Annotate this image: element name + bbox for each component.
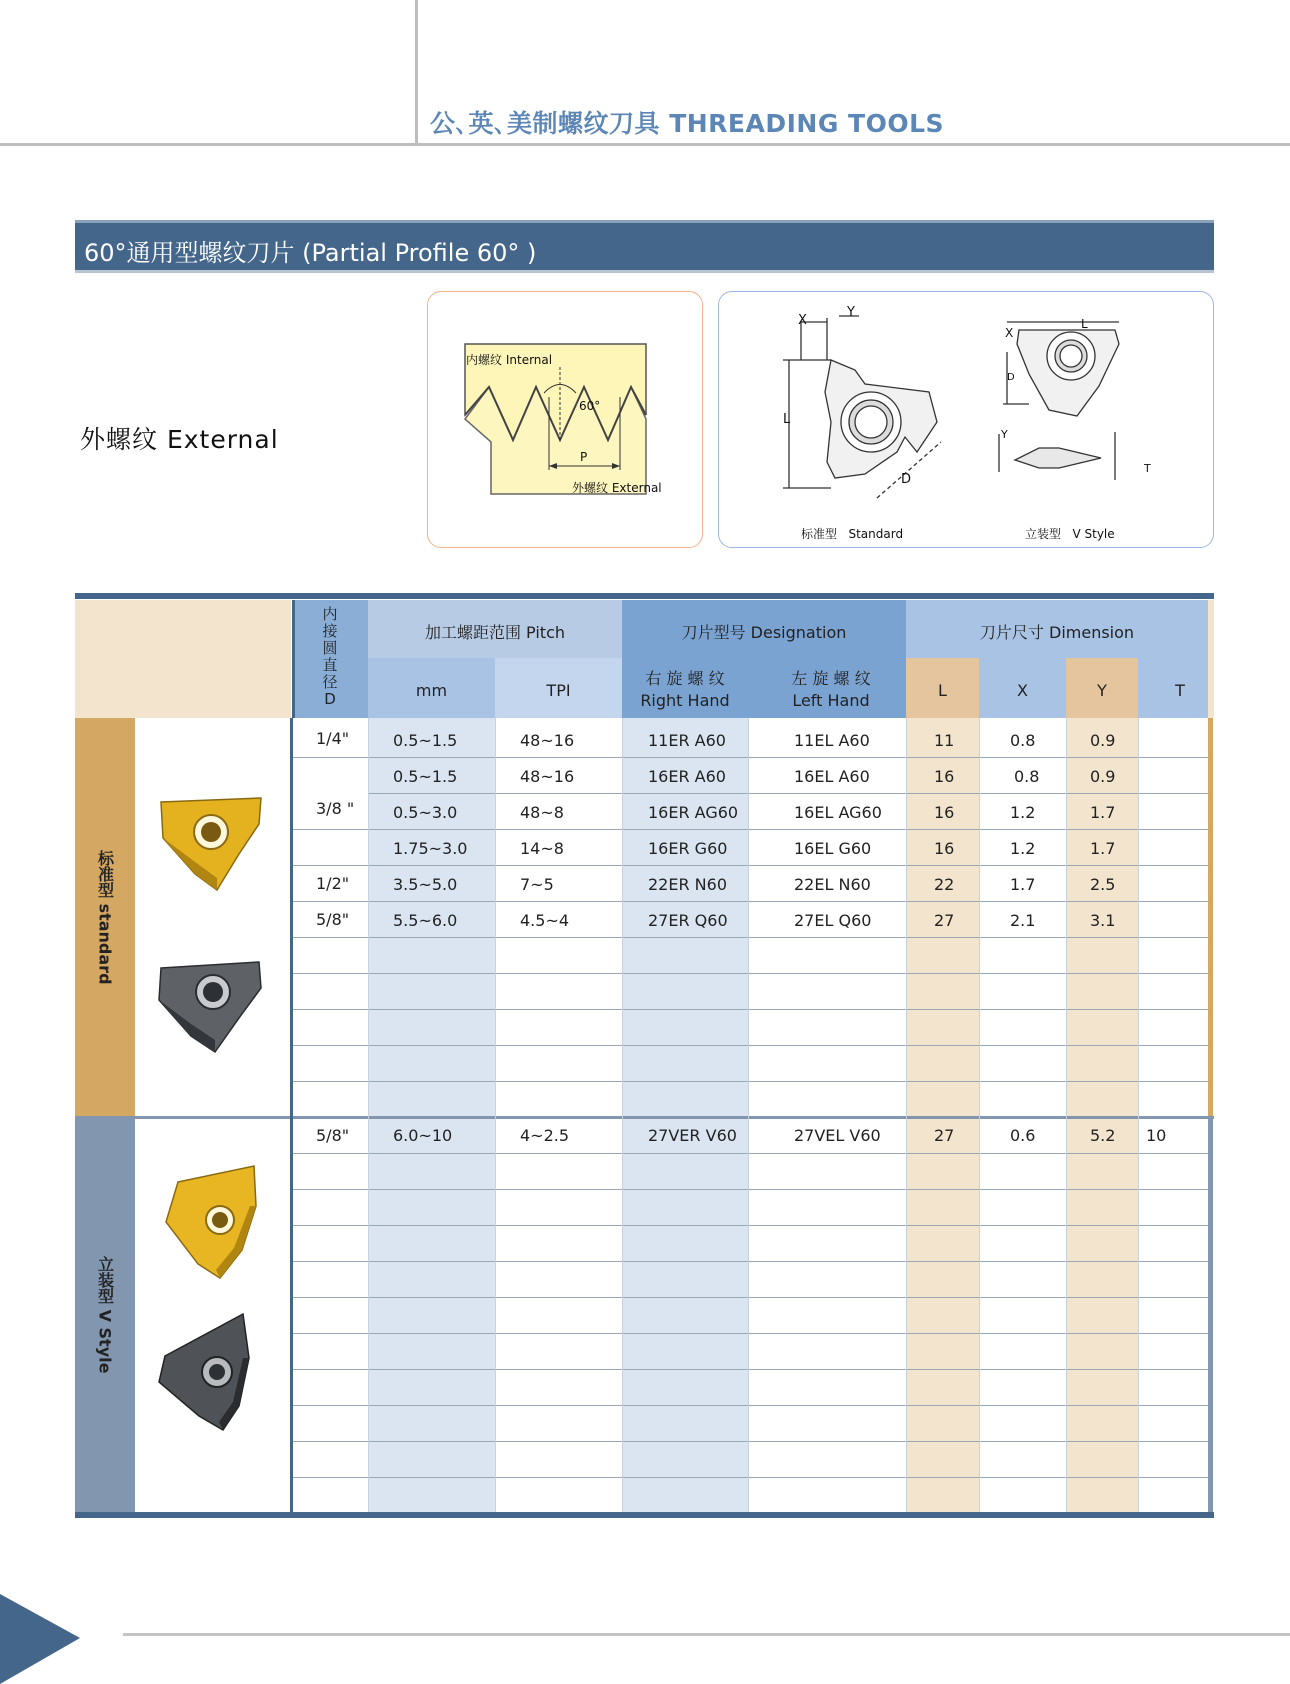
column-divider [979, 718, 980, 1512]
header-edge [1208, 600, 1214, 718]
column-divider [906, 718, 907, 1512]
header-divider-horizontal [0, 143, 1290, 146]
row7-y: 5.2 [1090, 1126, 1116, 1145]
row2-l: 16 [934, 767, 955, 786]
row7-d: 5/8" [316, 1126, 350, 1145]
row-divider [293, 1225, 1208, 1226]
row1-x: 0.8 [1010, 731, 1036, 750]
v-dim-l-label: L [1081, 317, 1088, 331]
row6-lh: 27EL Q60 [794, 911, 872, 930]
row7-tpi: 4~2.5 [520, 1126, 570, 1145]
row1-y: 0.9 [1090, 731, 1116, 750]
header-mm: mm [415, 681, 448, 700]
row-divider [293, 1405, 1208, 1406]
row-divider [293, 901, 1208, 902]
row1-lh: 11EL A60 [794, 731, 870, 750]
row1-tpi: 48~16 [520, 731, 575, 750]
row4-y: 1.7 [1090, 839, 1116, 858]
row3-tpi: 48~8 [520, 803, 564, 822]
thread-profile-illustration [428, 292, 704, 549]
header-diameter: 内接圆直径D [322, 605, 338, 708]
row7-mm: 6.0~10 [393, 1126, 453, 1145]
row7-t: 10 [1146, 1126, 1167, 1145]
column-divider [495, 718, 496, 1512]
row4-l: 16 [934, 839, 955, 858]
row7-l: 27 [934, 1126, 955, 1145]
row5-mm: 3.5~5.0 [393, 875, 458, 894]
table-left-rule [290, 718, 293, 1512]
row-divider [293, 1441, 1208, 1442]
l-column-bg [906, 718, 979, 1512]
row5-y: 2.5 [1090, 875, 1116, 894]
header-y: Y [1097, 681, 1107, 700]
header-designation: 刀片型号 Designation [681, 623, 847, 642]
header-pitch: 加工螺距范围 Pitch [424, 623, 566, 642]
header-dimension: 刀片尺寸 Dimension [979, 623, 1135, 642]
row5-x: 1.7 [1010, 875, 1036, 894]
row-divider [293, 1297, 1208, 1298]
header-t: T [1175, 681, 1185, 700]
row-divider [293, 1045, 1208, 1046]
row1-mm: 0.5~1.5 [393, 731, 458, 750]
row3-d: 3/8 " [316, 799, 355, 818]
row6-mm: 5.5~6.0 [393, 911, 458, 930]
insert-dimension-illustration [719, 292, 1215, 549]
row2-y: 0.9 [1090, 767, 1116, 786]
row4-lh: 16EL G60 [794, 839, 872, 858]
row6-d: 5/8" [316, 910, 350, 929]
row3-x: 1.2 [1010, 803, 1036, 822]
table-bottom-rule [75, 1512, 1214, 1518]
row6-rh: 27ER Q60 [648, 911, 728, 930]
row5-rh: 22ER N60 [648, 875, 727, 894]
row3-y: 1.7 [1090, 803, 1116, 822]
v-dim-d-label: D [1007, 372, 1015, 383]
column-divider [622, 718, 623, 1512]
v-dim-y-label: Y [1001, 428, 1008, 441]
row1-l: 11 [934, 731, 955, 750]
vstyle-group-edge [1208, 1118, 1213, 1512]
angle-label: 60° [579, 399, 601, 413]
row-divider [293, 1261, 1208, 1262]
vstyle-insert-gray-image [155, 1310, 260, 1432]
row6-tpi: 4.5~4 [520, 911, 570, 930]
row-divider [293, 1189, 1208, 1190]
row-divider [293, 829, 1208, 830]
pitch-label: P [580, 450, 588, 464]
standard-group-edge [1208, 718, 1213, 1116]
column-divider [1066, 718, 1067, 1512]
header-tpi: TPI [546, 681, 571, 700]
standard-insert-gold-image [155, 792, 270, 892]
row4-x: 1.2 [1010, 839, 1036, 858]
footer-arrow-icon [0, 1594, 82, 1684]
row1-rh: 11ER A60 [648, 731, 726, 750]
right-hand-column-bg [622, 718, 748, 1512]
standard-label: 标准型 Standard [801, 527, 904, 541]
header-right-hand: 右 旋 螺 纹 Right Hand [640, 669, 730, 710]
row-divider [293, 973, 1208, 974]
row4-tpi: 14~8 [520, 839, 564, 858]
row1-d: 1/4" [316, 729, 350, 748]
column-divider [368, 718, 369, 1512]
internal-label: 内螺纹 Internal [466, 353, 553, 367]
vstyle-group-label: 立装型 V Style [95, 1256, 115, 1374]
row4-rh: 16ER G60 [648, 839, 728, 858]
standard-group-label: 标准型 standard [95, 849, 115, 985]
row-divider [293, 1369, 1208, 1370]
dim-l-label: L [783, 412, 791, 427]
group-divider [75, 1116, 1214, 1119]
dim-d-label: D [901, 472, 912, 487]
row2-tpi: 48~16 [520, 767, 575, 786]
row3-rh: 16ER AG60 [648, 803, 739, 822]
row6-y: 3.1 [1090, 911, 1116, 930]
thread-profile-diagram [427, 291, 703, 548]
row5-tpi: 7~5 [520, 875, 554, 894]
header-left-hand: 左 旋 螺 纹 Left Hand [791, 669, 871, 710]
row3-lh: 16EL AG60 [794, 803, 882, 822]
row-divider [293, 937, 1208, 938]
row5-l: 22 [934, 875, 955, 894]
row-divider [293, 1009, 1208, 1010]
row-divider [293, 1153, 1208, 1154]
header-divider-vertical [415, 0, 418, 145]
row6-l: 27 [934, 911, 955, 930]
insert-dimension-diagram [718, 291, 1214, 548]
row-divider [368, 793, 1208, 794]
dim-y-label: Y [847, 305, 855, 320]
row3-mm: 0.5~3.0 [393, 803, 458, 822]
v-dim-x-label: X [1005, 326, 1014, 340]
mm-column-bg [368, 718, 495, 1512]
external-label-diagram: 外螺纹 External [572, 481, 662, 495]
standard-insert-gray-image [155, 954, 270, 1054]
y-column-bg [1066, 718, 1138, 1512]
column-divider [748, 718, 749, 1512]
section-title: 60°通用型螺纹刀片 (Partial Profile 60° ) [84, 239, 537, 267]
footer-rule [123, 1633, 1290, 1636]
row5-d: 1/2" [316, 874, 350, 893]
row2-lh: 16EL A60 [794, 767, 870, 786]
column-divider [1138, 718, 1139, 1512]
header-x: X [1017, 681, 1028, 700]
header-l: L [938, 681, 947, 700]
row-divider [293, 1477, 1208, 1478]
row-divider [293, 757, 1208, 758]
row-divider [293, 1333, 1208, 1334]
row6-x: 2.1 [1010, 911, 1036, 930]
table-corner-cell [75, 600, 291, 718]
row2-mm: 0.5~1.5 [393, 767, 458, 786]
row7-rh: 27VER V60 [648, 1126, 737, 1145]
external-label: 外螺纹 External [80, 425, 279, 454]
vstyle-label: 立装型 V Style [1025, 527, 1115, 541]
dim-x-label: X [798, 313, 807, 328]
table-top-rule [75, 593, 1214, 599]
row3-l: 16 [934, 803, 955, 822]
vstyle-group-label-wrap [75, 1118, 135, 1512]
row-divider [293, 1081, 1208, 1082]
row7-x: 0.6 [1010, 1126, 1036, 1145]
row2-x: 0.8 [1014, 767, 1040, 786]
vstyle-insert-gold-image [160, 1162, 265, 1280]
page-title: 公､英､美制螺纹刀具 THREADING TOOLS [430, 109, 945, 138]
row5-lh: 22EL N60 [794, 875, 871, 894]
row7-lh: 27VEL V60 [794, 1126, 881, 1145]
standard-group-label-wrap [75, 718, 135, 1116]
row-divider [293, 865, 1208, 866]
v-dim-t-label: T [1144, 462, 1151, 475]
row4-mm: 1.75~3.0 [393, 839, 468, 858]
row2-rh: 16ER A60 [648, 767, 726, 786]
